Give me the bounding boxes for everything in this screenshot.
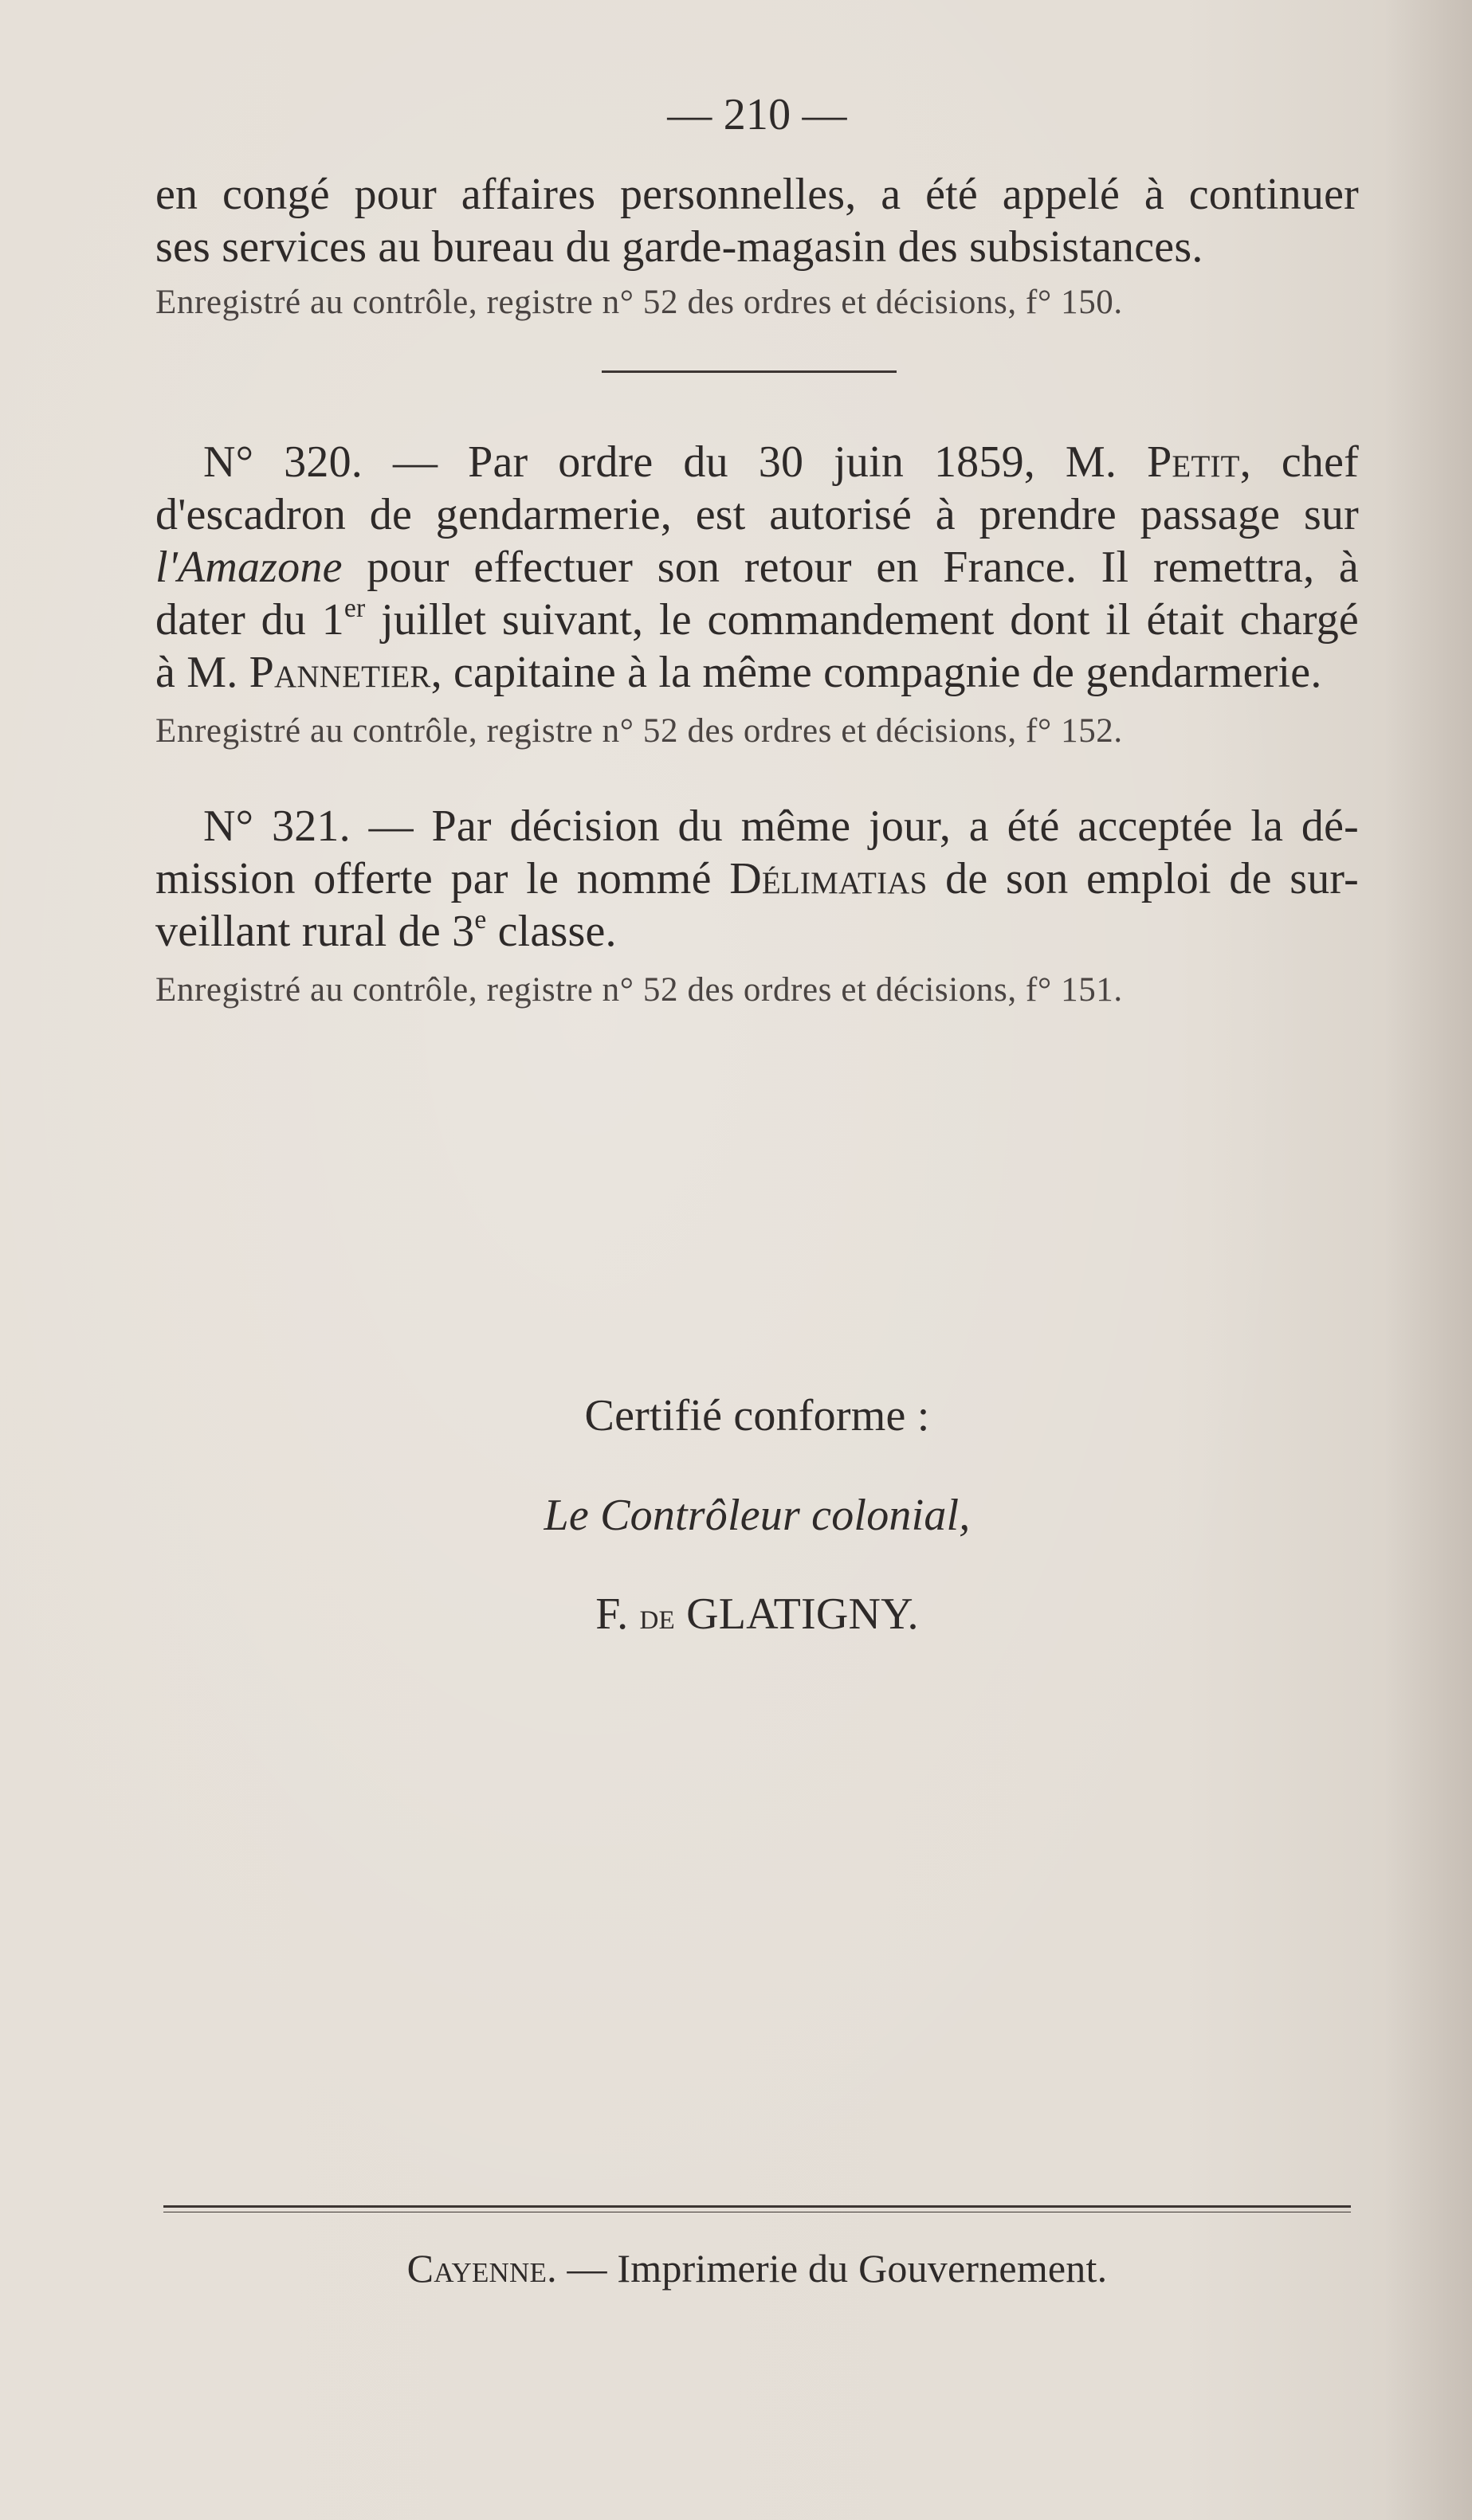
entry-320-line5-a: à M. — [155, 648, 249, 697]
controller-title: Le Contrôleur colonial, — [544, 1491, 971, 1540]
ship-name-amazone: l'Amazone — [155, 543, 343, 592]
entry-320-line4-a: dater du 1 — [155, 595, 344, 645]
entry-320-name-petit: Petit — [1147, 437, 1240, 487]
page-number: — 210 — — [667, 90, 847, 139]
entry-320-line4 — [155, 594, 1359, 645]
entry-321-line2 — [155, 853, 1359, 904]
entry-321-line3-b: classe. — [486, 907, 617, 956]
paragraph-cont-line1: en congé pour affaires personnelles, a été appelé à continuer — [155, 170, 1359, 219]
entry-321-line2-b: de son emploi de sur- — [927, 854, 1360, 903]
entry-321-line1-text: — Par décision du même jour, a été acceptée la dé- — [350, 801, 1359, 851]
printer-imprint — [155, 2245, 1359, 2291]
registry-note-152: Enregistré au contrôle, registre n° 52 des ordres et décisions, f° 152. — [155, 712, 1123, 750]
entry-321-line1 — [203, 801, 1359, 852]
signature-particle: de — [639, 1596, 675, 1637]
entry-321-line2-a: mission offerte par le nommé — [155, 854, 730, 903]
signature-surname: GLATIGNY. — [674, 1589, 919, 1639]
section-separator — [602, 370, 897, 373]
entry-320-line5 — [155, 647, 1359, 698]
certification-line: Certifié conforme : — [584, 1391, 930, 1440]
entry-320-line1-text: — Par ordre du 30 juin 1859, M. — [363, 437, 1148, 487]
signature-initial: F. — [595, 1589, 640, 1639]
footer-rule-top — [163, 2205, 1351, 2208]
entry-320-line3-text: pour effectuer son retour en France. Il remettra, à — [342, 543, 1359, 592]
registry-note-151: Enregistré au contrôle, registre n° 52 des ordres et décisions, f° 151. — [155, 971, 1123, 1009]
entry-321-name-delimatias: Délimatias — [729, 854, 928, 903]
entry-320-line4-sup: er — [343, 594, 366, 624]
entry-320-line4-b: juillet suivant, le commandement dont il était chargé — [365, 595, 1359, 645]
entry-320-line2: d'escadron de gendarmerie, est autorisé à prendre passage sur — [155, 490, 1359, 539]
entry-321-line3-sup: e — [474, 905, 487, 935]
imprint-city: Cayenne — [406, 2246, 548, 2291]
imprint-printer: . — Imprimerie du Gouvernement. — [547, 2246, 1108, 2291]
entry-320-line3 — [155, 542, 1359, 593]
registry-note-150: Enregistré au contrôle, registre n° 52 des ordres et décisions, f° 150. — [155, 284, 1123, 321]
entry-320-number: N° 320. — [203, 437, 363, 487]
page-edge-shadow — [1384, 0, 1472, 2520]
entry-320-line5-b: , capitaine à la même compagnie de gendarmerie. — [430, 648, 1322, 697]
paragraph-cont-line2: ses services au bureau du garde-magasin des subsistances. — [155, 222, 1203, 272]
signature — [155, 1589, 1359, 1640]
entry-321-line3-a: veillant rural de 3 — [155, 907, 475, 956]
entry-321-number: N° 321. — [203, 801, 351, 851]
entry-320-line1 — [203, 437, 1359, 488]
entry-320-line1-end: , chef — [1239, 437, 1359, 487]
entry-321-line3 — [155, 906, 1359, 957]
entry-320-name-pannetier: Pannetier — [249, 648, 431, 697]
